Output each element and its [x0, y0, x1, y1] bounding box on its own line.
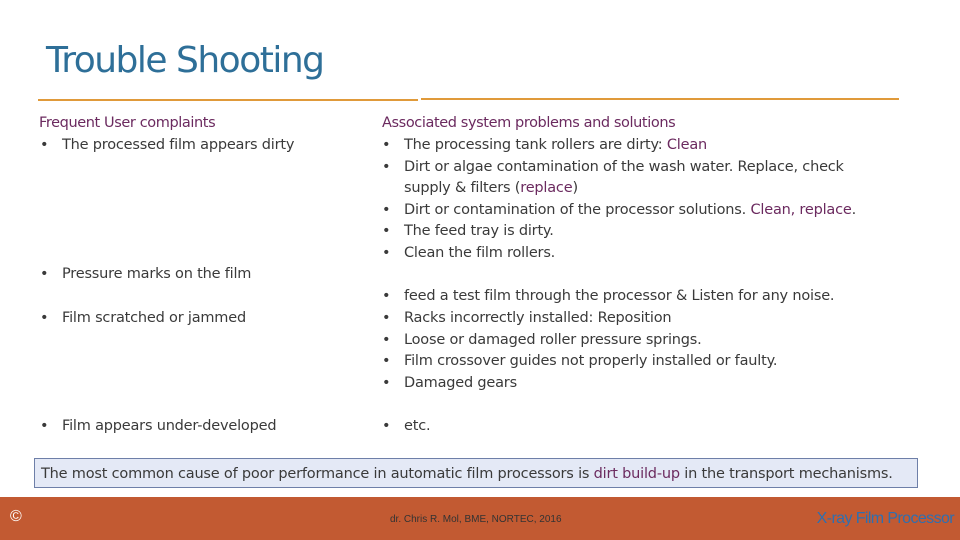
complaint-text: Film appears under-developed	[62, 418, 277, 434]
bullet: •	[382, 332, 391, 348]
solution-item	[382, 351, 778, 373]
page-title: Trouble Shooting	[46, 40, 324, 81]
complaint-text: Pressure marks on the film	[62, 266, 252, 282]
bullet: •	[382, 375, 391, 391]
solution-suffix: )	[572, 180, 578, 196]
complaint-item	[40, 264, 252, 286]
title-divider-right	[421, 98, 899, 100]
footer-course-title: X-ray Film Processor	[816, 510, 954, 527]
solution-action: replace	[520, 180, 573, 196]
solution-item	[382, 243, 556, 265]
solution-item	[382, 157, 844, 179]
solution-item	[382, 200, 857, 222]
callout-text-end: in the transport mechanisms.	[679, 466, 893, 482]
bullet: •	[382, 418, 391, 434]
bullet: •	[382, 137, 391, 153]
solution-item	[382, 286, 835, 308]
bullet: •	[382, 310, 391, 326]
solution-action: Clean	[666, 137, 708, 153]
complaint-text: Film scratched or jammed	[62, 310, 246, 326]
solution-text: feed a test film through the processor & Listen for any noise.	[404, 288, 835, 304]
solution-text: Dirt or algae contamination of the wash water. Replace, check	[404, 159, 844, 175]
title-divider-left	[38, 99, 418, 101]
solution-text: The feed tray is dirty.	[404, 223, 554, 239]
bullet: •	[40, 310, 49, 326]
bullet: •	[382, 223, 391, 239]
solution-suffix: .	[851, 202, 857, 218]
solution-item	[382, 308, 672, 330]
footer-bar	[0, 497, 960, 540]
solution-text: supply & filters (	[404, 180, 521, 196]
solution-item	[382, 221, 554, 243]
solution-item-continuation	[404, 178, 578, 200]
solution-text: Racks incorrectly installed: Reposition	[404, 310, 672, 326]
callout-highlight: dirt build-up	[593, 466, 680, 482]
bullet: •	[40, 137, 49, 153]
solution-text: Damaged gears	[404, 375, 517, 391]
bullet: •	[382, 202, 391, 218]
solution-text: Dirt or contamination of the processor solutions.	[404, 202, 751, 218]
footer-citation: dr. Chris R. Mol, BME, NORTEC, 2016	[390, 514, 562, 525]
solution-text: etc.	[404, 418, 431, 434]
copyright-icon: ©	[10, 508, 22, 525]
complaint-item	[40, 416, 277, 438]
bullet: •	[382, 288, 391, 304]
complaint-item	[40, 308, 246, 330]
solution-text: Film crossover guides not properly installed or faulty.	[404, 353, 778, 369]
solution-text: Clean the film rollers.	[404, 245, 556, 261]
key-takeaway-callout	[34, 458, 918, 488]
bullet: •	[382, 159, 391, 175]
solutions-heading: Associated system problems and solutions	[382, 115, 676, 131]
complaints-heading: Frequent User complaints	[39, 115, 216, 131]
complaint-item	[40, 135, 295, 157]
solution-action: Clean, replace	[750, 202, 852, 218]
solution-item	[382, 330, 702, 352]
bullet: •	[382, 353, 391, 369]
callout-text: The most common cause of poor performance in automatic film processors is	[41, 466, 594, 482]
bullet: •	[40, 418, 49, 434]
complaint-text: The processed film appears dirty	[62, 137, 295, 153]
solution-text: Loose or damaged roller pressure springs.	[404, 332, 702, 348]
bullet: •	[382, 245, 391, 261]
solution-text: The processing tank rollers are dirty:	[404, 137, 667, 153]
bullet: •	[40, 266, 49, 282]
solution-item	[382, 135, 708, 157]
solution-item	[382, 416, 431, 438]
solution-item	[382, 373, 517, 395]
